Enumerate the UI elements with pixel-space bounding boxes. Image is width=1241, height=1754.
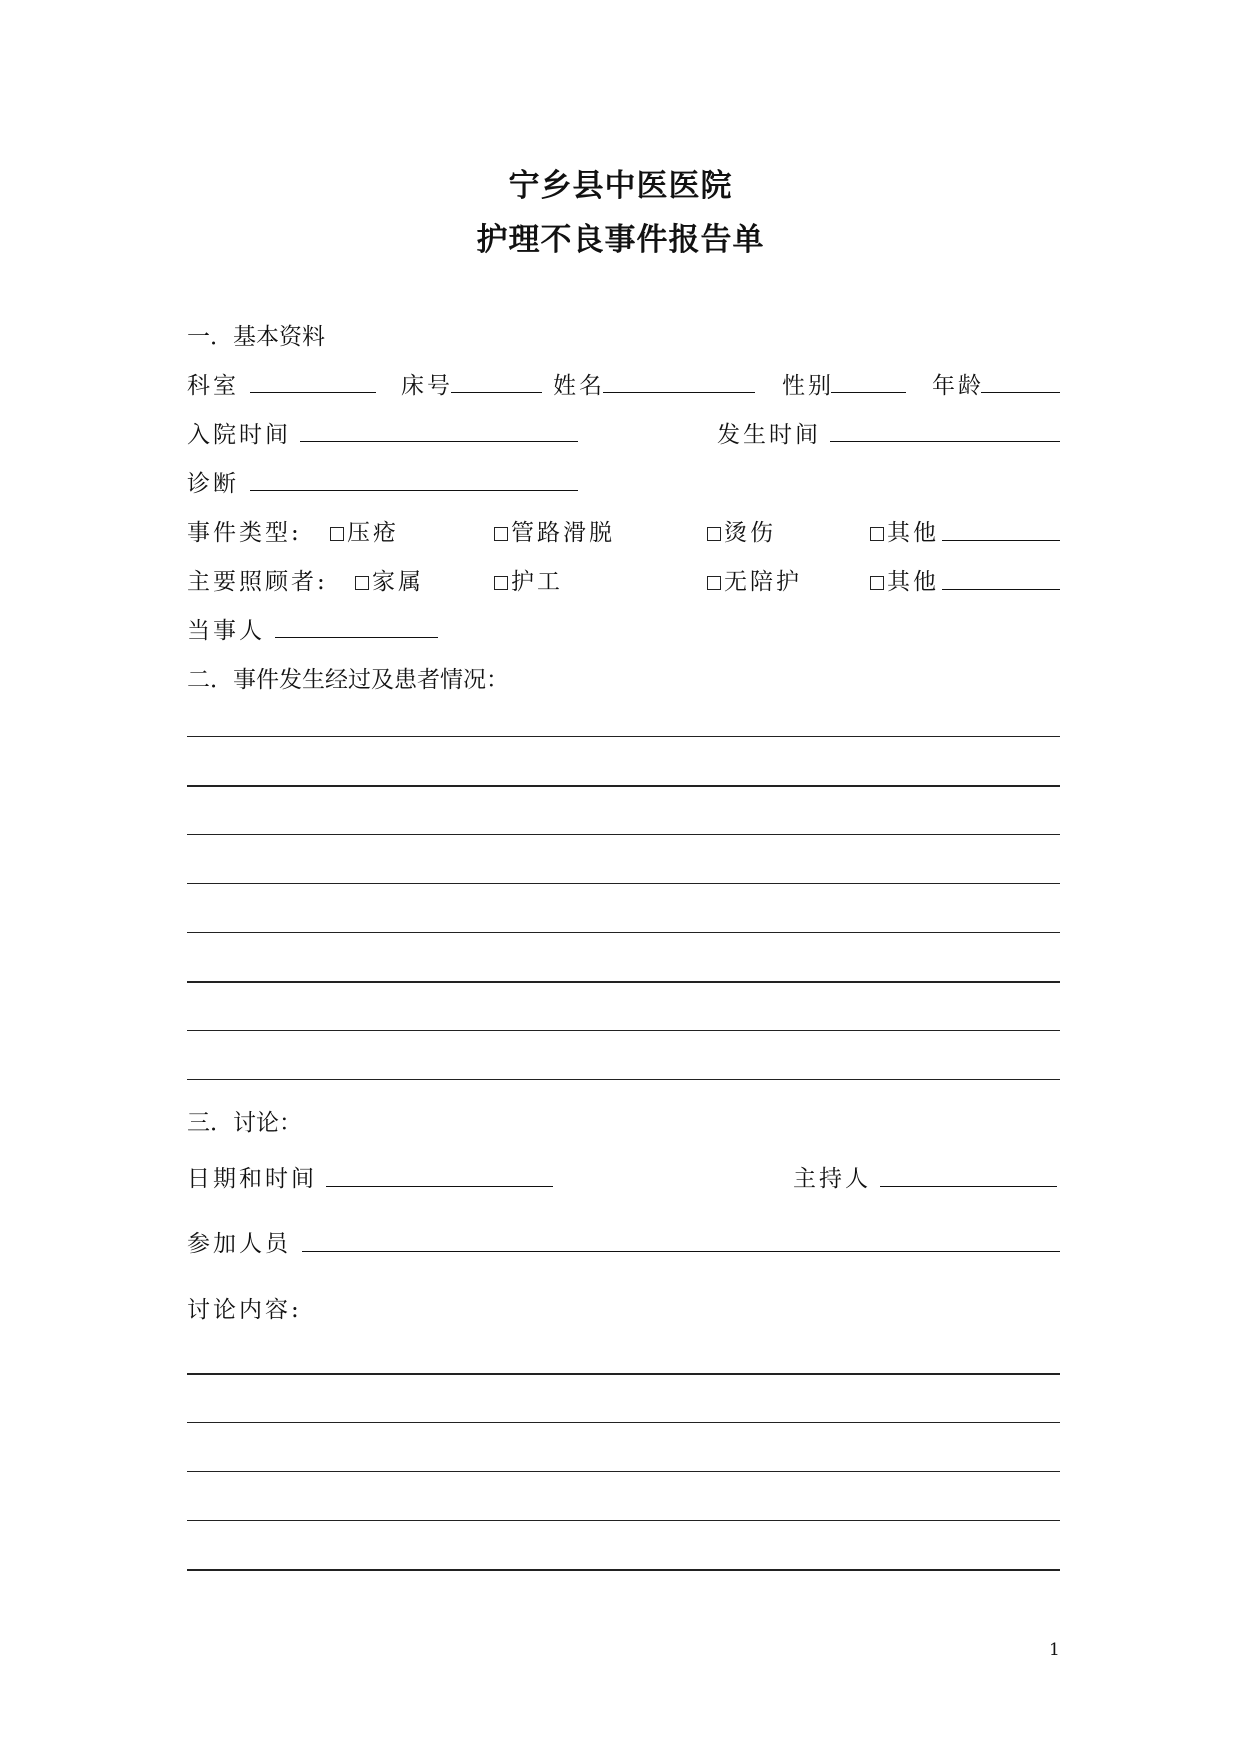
checkbox-icon[interactable] [870, 576, 884, 590]
page-number: 1 [1049, 1640, 1060, 1660]
discussion-datetime-field[interactable] [326, 1186, 553, 1187]
section-basic-info-heading: 一．基本资料 [187, 324, 325, 350]
checkbox-icon[interactable] [707, 576, 721, 590]
host-field[interactable] [880, 1186, 1057, 1187]
gender-field[interactable] [831, 392, 906, 393]
gender-label: 性别 [782, 373, 834, 399]
event-details-writing-line[interactable] [187, 1079, 1060, 1080]
participants-field[interactable] [302, 1251, 1060, 1252]
checkbox-icon[interactable] [870, 527, 884, 541]
age-field[interactable] [981, 392, 1060, 393]
event-details-writing-line[interactable] [187, 785, 1060, 787]
department-label: 科室 [187, 373, 239, 399]
checkbox-icon[interactable] [707, 527, 721, 541]
form-title: 护理不良事件报告单 [476, 222, 765, 258]
discussion-writing-line[interactable] [187, 1471, 1060, 1472]
participants-label: 参加人员 [187, 1231, 291, 1257]
discussion-writing-line[interactable] [187, 1422, 1060, 1423]
diagnosis-field[interactable] [250, 490, 578, 491]
caregiver-none-option[interactable]: 无陪护 [707, 563, 802, 596]
discussion-writing-line[interactable] [187, 1520, 1060, 1521]
caregiver-nursing-worker-option[interactable]: 护工 [494, 563, 563, 596]
bed-number-label: 床号 [401, 373, 453, 399]
event-type-tube-dislodgement-option[interactable]: 管路滑脱 [494, 514, 615, 547]
section-discussion-heading: 三．讨论： [187, 1110, 302, 1136]
event-type-other-field[interactable] [942, 540, 1060, 541]
department-field[interactable] [250, 392, 376, 393]
event-details-writing-line[interactable] [187, 981, 1060, 983]
occurrence-time-label: 发生时间 [717, 422, 821, 448]
checkbox-icon[interactable] [330, 527, 344, 541]
section-event-details-heading: 二．事件发生经过及患者情况： [187, 667, 509, 693]
checkbox-icon[interactable] [355, 576, 369, 590]
diagnosis-label: 诊断 [187, 471, 239, 497]
host-label: 主持人 [793, 1166, 871, 1192]
caregiver-label: 主要照顾者: [187, 569, 328, 595]
discussion-content-label: 讨论内容: [187, 1297, 302, 1323]
patient-name-label: 姓名 [553, 373, 605, 399]
caregiver-other-option[interactable]: 其他 [870, 563, 939, 596]
event-details-writing-line[interactable] [187, 1030, 1060, 1031]
bed-number-field[interactable] [451, 392, 542, 393]
checkbox-icon[interactable] [494, 527, 508, 541]
event-details-writing-line[interactable] [187, 834, 1060, 835]
caregiver-family-option[interactable]: 家属 [355, 563, 424, 596]
discussion-writing-line[interactable] [187, 1373, 1060, 1375]
occurrence-time-field[interactable] [830, 441, 1060, 442]
discussion-datetime-label: 日期和时间 [187, 1166, 317, 1192]
admission-time-label: 入院时间 [187, 422, 291, 448]
event-details-writing-line[interactable] [187, 736, 1060, 737]
hospital-name: 宁乡县中医医院 [508, 168, 733, 204]
age-label: 年龄 [932, 373, 984, 399]
checkbox-icon[interactable] [494, 576, 508, 590]
event-type-label: 事件类型: [187, 520, 302, 546]
event-details-writing-line[interactable] [187, 932, 1060, 933]
party-field[interactable] [275, 637, 438, 638]
caregiver-other-field[interactable] [942, 589, 1060, 590]
party-label: 当事人 [187, 618, 265, 644]
patient-name-field[interactable] [603, 392, 755, 393]
event-type-scald-option[interactable]: 烫伤 [707, 514, 776, 547]
admission-time-field[interactable] [300, 441, 578, 442]
event-type-other-option[interactable]: 其他 [870, 514, 939, 547]
event-details-writing-line[interactable] [187, 883, 1060, 884]
discussion-writing-line[interactable] [187, 1569, 1060, 1571]
event-type-pressure-ulcer-option[interactable]: 压疮 [330, 514, 399, 547]
